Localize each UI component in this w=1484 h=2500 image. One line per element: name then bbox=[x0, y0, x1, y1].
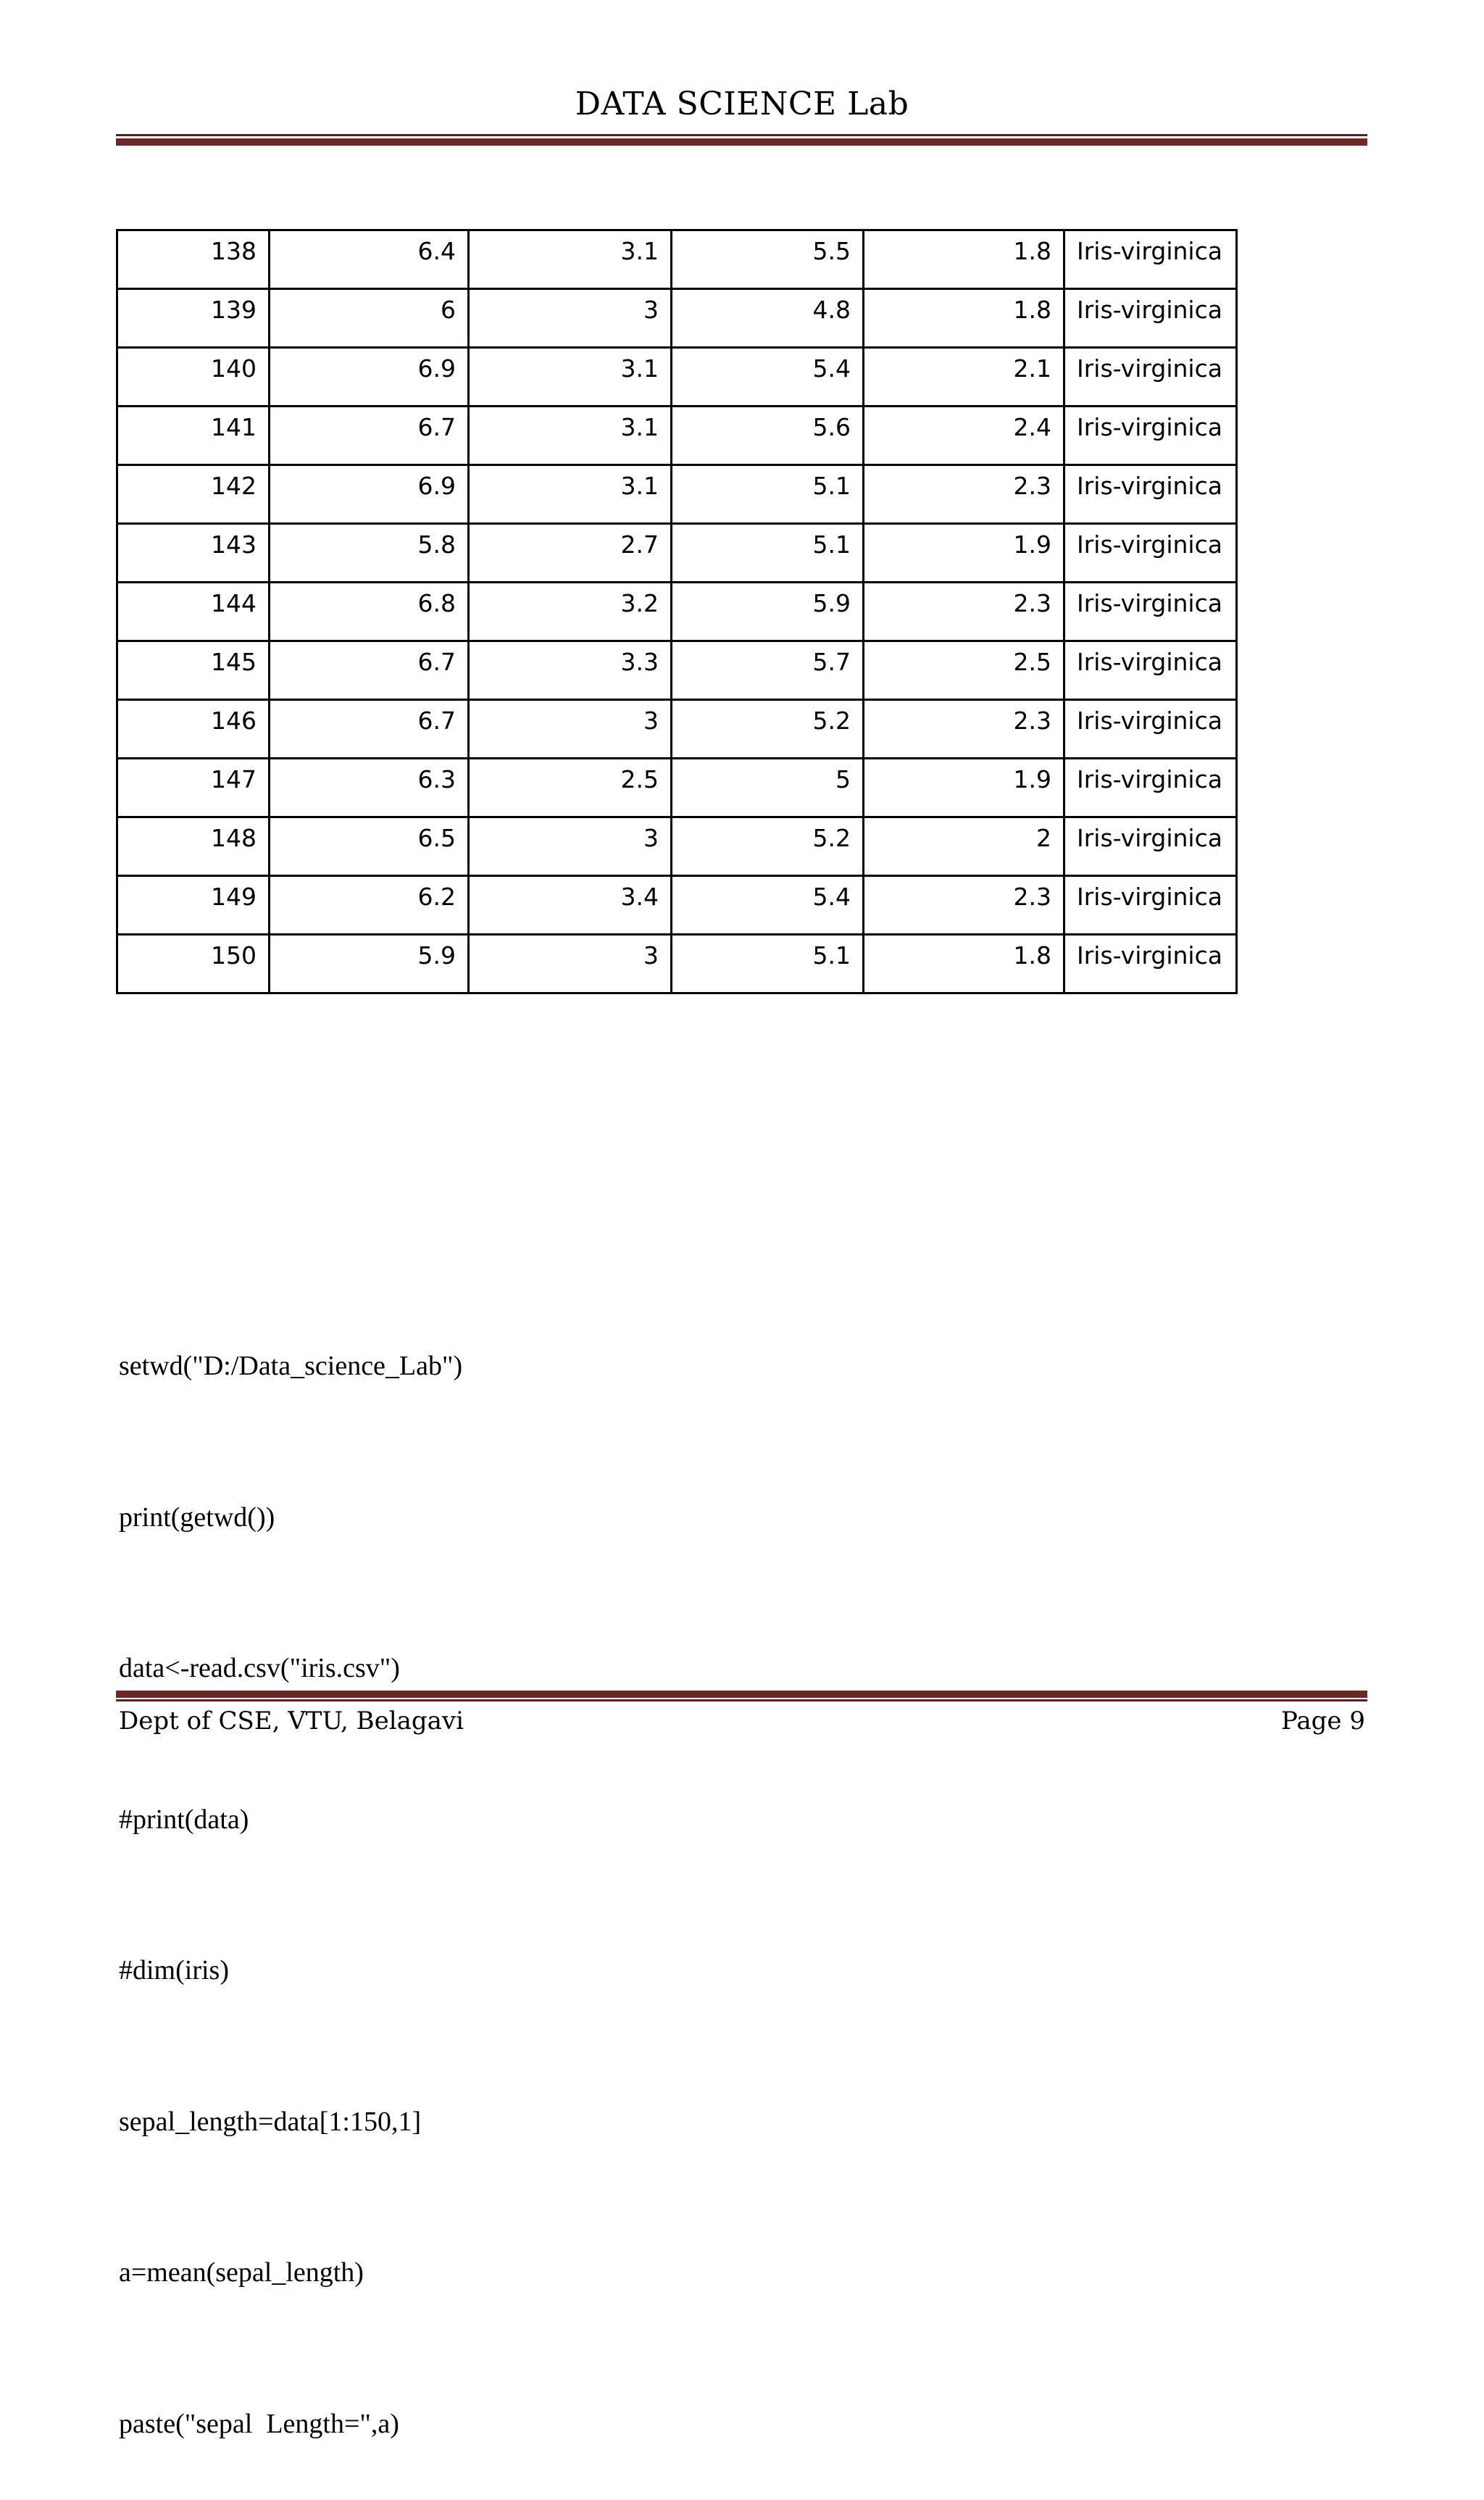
table-cell: 5.9 bbox=[270, 935, 469, 993]
page-header-title: DATA SCIENCE Lab bbox=[575, 86, 909, 122]
table-cell: 5 bbox=[672, 759, 864, 817]
table-cell: Iris-virginica bbox=[1064, 759, 1237, 817]
table-cell: Iris-virginica bbox=[1064, 465, 1237, 524]
table-cell: Iris-virginica bbox=[1064, 230, 1237, 289]
table-cell: 2.3 bbox=[864, 876, 1064, 935]
table-cell: 2.3 bbox=[864, 465, 1064, 524]
table-cell: Iris-virginica bbox=[1064, 524, 1237, 583]
table-cell: 3 bbox=[469, 700, 672, 759]
table-cell: 5.9 bbox=[672, 583, 864, 641]
table-cell: Iris-virginica bbox=[1064, 583, 1237, 641]
table-cell: 6.7 bbox=[270, 641, 469, 700]
table-cell: 3 bbox=[469, 935, 672, 993]
table-cell: 1.8 bbox=[864, 230, 1064, 289]
table-cell: 145 bbox=[117, 641, 270, 700]
table-cell: 144 bbox=[117, 583, 270, 641]
r-code-block bbox=[119, 1241, 462, 2500]
table-cell: 3.1 bbox=[469, 230, 672, 289]
table-cell: 6.4 bbox=[270, 230, 469, 289]
table-cell: 6.9 bbox=[270, 348, 469, 407]
table-row bbox=[117, 641, 1237, 700]
table-cell: 1.9 bbox=[864, 759, 1064, 817]
table-cell: Iris-virginica bbox=[1064, 935, 1237, 993]
table-cell: 2.4 bbox=[864, 407, 1064, 465]
table-cell: 4.8 bbox=[672, 289, 864, 348]
table-row bbox=[117, 759, 1237, 817]
table-cell: 1.9 bbox=[864, 524, 1064, 583]
table-cell: 5.8 bbox=[270, 524, 469, 583]
footer-page-number: Page 9 bbox=[1281, 1707, 1365, 1736]
table-cell: 141 bbox=[117, 407, 270, 465]
code-line: print(getwd()) bbox=[119, 1501, 275, 1533]
table-cell: 143 bbox=[117, 524, 270, 583]
table-cell: 139 bbox=[117, 289, 270, 348]
table-cell: 149 bbox=[117, 876, 270, 935]
table-cell: 140 bbox=[117, 348, 270, 407]
header-rule-thin bbox=[116, 134, 1367, 136]
table-cell: 147 bbox=[117, 759, 270, 817]
table-cell: 3.4 bbox=[469, 876, 672, 935]
table-row bbox=[117, 524, 1237, 583]
table-cell: Iris-virginica bbox=[1064, 817, 1237, 876]
table-cell: 2.5 bbox=[469, 759, 672, 817]
table-cell: Iris-virginica bbox=[1064, 876, 1237, 935]
footer-department: Dept of CSE, VTU, Belagavi bbox=[119, 1707, 464, 1736]
table-cell: 148 bbox=[117, 817, 270, 876]
table-cell: 142 bbox=[117, 465, 270, 524]
table-cell: 146 bbox=[117, 700, 270, 759]
table-cell: 2 bbox=[864, 817, 1064, 876]
code-line: #print(data) bbox=[119, 1804, 249, 1835]
table-row bbox=[117, 700, 1237, 759]
table-cell: 5.7 bbox=[672, 641, 864, 700]
table-cell: 5.4 bbox=[672, 876, 864, 935]
table-cell: 3 bbox=[469, 289, 672, 348]
table-cell: 5.2 bbox=[672, 817, 864, 876]
table-cell: 1.8 bbox=[864, 289, 1064, 348]
table-row bbox=[117, 935, 1237, 993]
table-cell: 6.8 bbox=[270, 583, 469, 641]
table-cell: 2.3 bbox=[864, 583, 1064, 641]
table-cell: 1.8 bbox=[864, 935, 1064, 993]
table-cell: 6.2 bbox=[270, 876, 469, 935]
table-cell: 6.5 bbox=[270, 817, 469, 876]
iris-data-table bbox=[116, 229, 1238, 994]
table-cell: 6.9 bbox=[270, 465, 469, 524]
table-row bbox=[117, 230, 1237, 289]
iris-table-body bbox=[117, 230, 1237, 993]
table-cell: Iris-virginica bbox=[1064, 407, 1237, 465]
code-line: #dim(iris) bbox=[119, 1955, 229, 1986]
table-cell: 6.7 bbox=[270, 407, 469, 465]
table-cell: 5.4 bbox=[672, 348, 864, 407]
table-cell: 5.1 bbox=[672, 935, 864, 993]
table-cell: 3.1 bbox=[469, 407, 672, 465]
table-cell: 3.1 bbox=[469, 348, 672, 407]
table-cell: 6 bbox=[270, 289, 469, 348]
table-cell: Iris-virginica bbox=[1064, 700, 1237, 759]
code-line: paste("sepal Length=",a) bbox=[119, 2408, 399, 2439]
table-row bbox=[117, 348, 1237, 407]
table-cell: 3.3 bbox=[469, 641, 672, 700]
table-cell: 2.5 bbox=[864, 641, 1064, 700]
header-rule-thick bbox=[116, 138, 1367, 146]
footer-rule-thick bbox=[116, 1691, 1367, 1698]
table-cell: 3.1 bbox=[469, 465, 672, 524]
table-cell: Iris-virginica bbox=[1064, 289, 1237, 348]
table-cell: 3.2 bbox=[469, 583, 672, 641]
table-row bbox=[117, 876, 1237, 935]
table-cell: 138 bbox=[117, 230, 270, 289]
table-cell: 5.1 bbox=[672, 465, 864, 524]
table-cell: Iris-virginica bbox=[1064, 641, 1237, 700]
code-line: sepal_length=data[1:150,1] bbox=[119, 2106, 422, 2137]
table-cell: 5.6 bbox=[672, 407, 864, 465]
table-cell: 5.1 bbox=[672, 524, 864, 583]
table-cell: 5.5 bbox=[672, 230, 864, 289]
table-row bbox=[117, 817, 1237, 876]
table-cell: Iris-virginica bbox=[1064, 348, 1237, 407]
table-cell: 5.2 bbox=[672, 700, 864, 759]
table-row bbox=[117, 407, 1237, 465]
table-cell: 2.1 bbox=[864, 348, 1064, 407]
table-cell: 6.7 bbox=[270, 700, 469, 759]
table-cell: 3 bbox=[469, 817, 672, 876]
table-cell: 150 bbox=[117, 935, 270, 993]
code-line: setwd("D:/Data_science_Lab") bbox=[119, 1351, 463, 1381]
code-line: data<-read.csv("iris.csv") bbox=[119, 1653, 400, 1683]
table-cell: 2.7 bbox=[469, 524, 672, 583]
table-cell: 2.3 bbox=[864, 700, 1064, 759]
code-line: a=mean(sepal_length) bbox=[119, 2257, 364, 2288]
table-row bbox=[117, 465, 1237, 524]
footer-rule-thin bbox=[116, 1699, 1367, 1701]
table-row bbox=[117, 583, 1237, 641]
table-cell: 6.3 bbox=[270, 759, 469, 817]
table-row bbox=[117, 289, 1237, 348]
